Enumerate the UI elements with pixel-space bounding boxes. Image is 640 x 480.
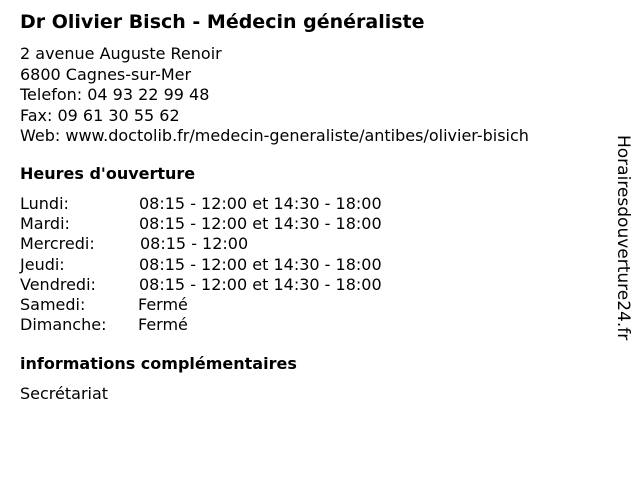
- day-label: Jeudi:: [20, 254, 65, 274]
- street-address: 2 avenue Auguste Renoir: [20, 44, 222, 63]
- phone-number: Telefon: 04 93 22 99 48: [20, 85, 210, 104]
- website-url: Web: www.doctolib.fr/medecin-generaliste/antibes/olivier-bisich: [20, 126, 529, 145]
- address-block: [20, 44, 529, 147]
- time-value: 08:15 - 12:00 et 14:30 - 18:00: [139, 254, 382, 274]
- time-value: 08:15 - 12:00 et 14:30 - 18:00: [139, 274, 382, 294]
- additional-info-heading: informations complémentaires: [20, 354, 297, 373]
- day-label: Samedi:: [20, 294, 86, 314]
- time-value: 08:15 - 12:00 et 14:30 - 18:00: [139, 214, 382, 234]
- day-label: Dimanche:: [20, 315, 107, 335]
- time-value: Fermé: [138, 294, 188, 314]
- site-watermark: Horairesdouverture24.fr: [613, 135, 633, 341]
- time-value: 08:15 - 12:00: [140, 234, 249, 254]
- fax-number: Fax: 09 61 30 55 62: [20, 105, 180, 125]
- additional-info-text: Secrétariat: [20, 384, 109, 403]
- time-value: 08:15 - 12:00 et 14:30 - 18:00: [139, 194, 382, 213]
- day-label: Lundi:: [20, 194, 69, 213]
- day-label: Vendredi:: [20, 274, 96, 294]
- time-value: Fermé: [138, 315, 188, 335]
- city-address: 6800 Cagnes-sur-Mer: [20, 64, 192, 84]
- opening-hours-heading: Heures d'ouverture: [20, 164, 196, 183]
- day-label: Mercredi:: [20, 234, 95, 254]
- day-label: Mardi:: [20, 214, 70, 234]
- page-title: Dr Olivier Bisch - Médecin généraliste: [20, 11, 425, 33]
